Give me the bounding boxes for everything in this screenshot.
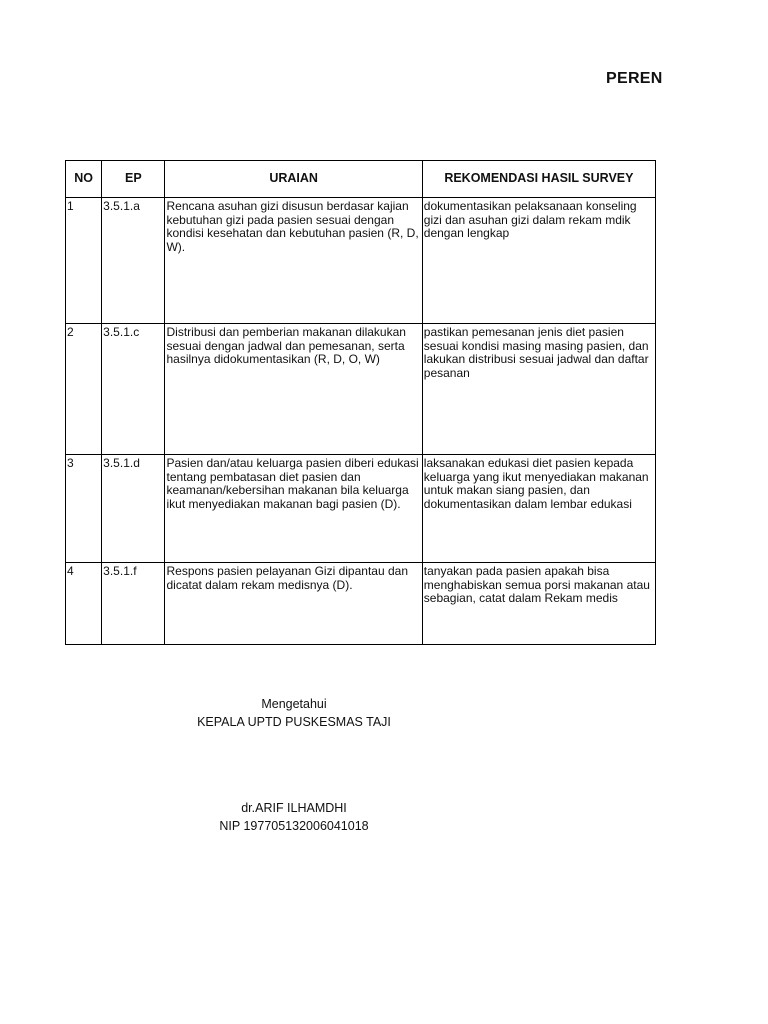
table-row <box>66 455 656 563</box>
cell-ep: 3.5.1.d <box>102 455 165 563</box>
cell-rekomendasi: dokumentasikan pelaksanaan konseling gizi dan asuhan gizi dalam rekam mdik dengan lengkap <box>422 198 655 324</box>
signature-position: KEPALA UPTD PUSKESMAS TAJI <box>197 715 391 729</box>
cell-rekomendasi: tanyakan pada pasien apakah bisa menghabiskan semua porsi makanan atau sebagian, catat dalam Rekam medis <box>422 563 655 645</box>
cell-uraian: Rencana asuhan gizi disusun berdasar kajian kebutuhan gizi pada pasien sesuai dengan kondisi kesehatan dan kebutuhan pasien (R, D, W). <box>165 198 422 324</box>
table-header-row <box>66 161 656 198</box>
table-row <box>66 563 656 645</box>
cell-ep: 3.5.1.a <box>102 198 165 324</box>
cell-rekomendasi: laksanakan edukasi diet pasien kepada keluarga yang ikut menyediakan makanan untuk makan siang pasien, dan dokumentasikan dalam lembar edukasi <box>422 455 655 563</box>
cell-no: 2 <box>66 324 102 455</box>
cell-no: 1 <box>66 198 102 324</box>
header-uraian: URAIAN <box>165 161 422 198</box>
cell-rekomendasi: pastikan pemesanan jenis diet pasien sesuai kondisi masing masing pasien, dan lakukan distribusi sesuai jadwal dan daftar pesanan <box>422 324 655 455</box>
signature-nip: NIP 197705132006041018 <box>219 819 369 833</box>
survey-table <box>65 160 656 645</box>
page-title: PEREN <box>606 70 663 87</box>
cell-no: 3 <box>66 455 102 563</box>
header-ep: EP <box>102 161 165 198</box>
header-no: NO <box>66 161 102 198</box>
cell-ep: 3.5.1.f <box>102 563 165 645</box>
cell-ep: 3.5.1.c <box>102 324 165 455</box>
header-rekomendasi: REKOMENDASI HASIL SURVEY <box>422 161 655 198</box>
cell-uraian: Respons pasien pelayanan Gizi dipantau dan dicatat dalam rekam medisnya (D). <box>165 563 422 645</box>
table-row <box>66 324 656 455</box>
table-row <box>66 198 656 324</box>
signature-acknowledgement: Mengetahui <box>261 697 327 711</box>
signature-name: dr.ARIF ILHAMDHI <box>241 801 347 815</box>
cell-uraian: Pasien dan/atau keluarga pasien diberi edukasi tentang pembatasan diet pasien dan keamanan/kebersihan makanan bila keluarga ikut menyediakan makanan bagi pasien (D). <box>165 455 422 563</box>
cell-uraian: Distribusi dan pemberian makanan dilakukan sesuai dengan jadwal dan pemesanan, serta hasilnya didokumentasikan (R, D, O, W) <box>165 324 422 455</box>
cell-no: 4 <box>66 563 102 645</box>
